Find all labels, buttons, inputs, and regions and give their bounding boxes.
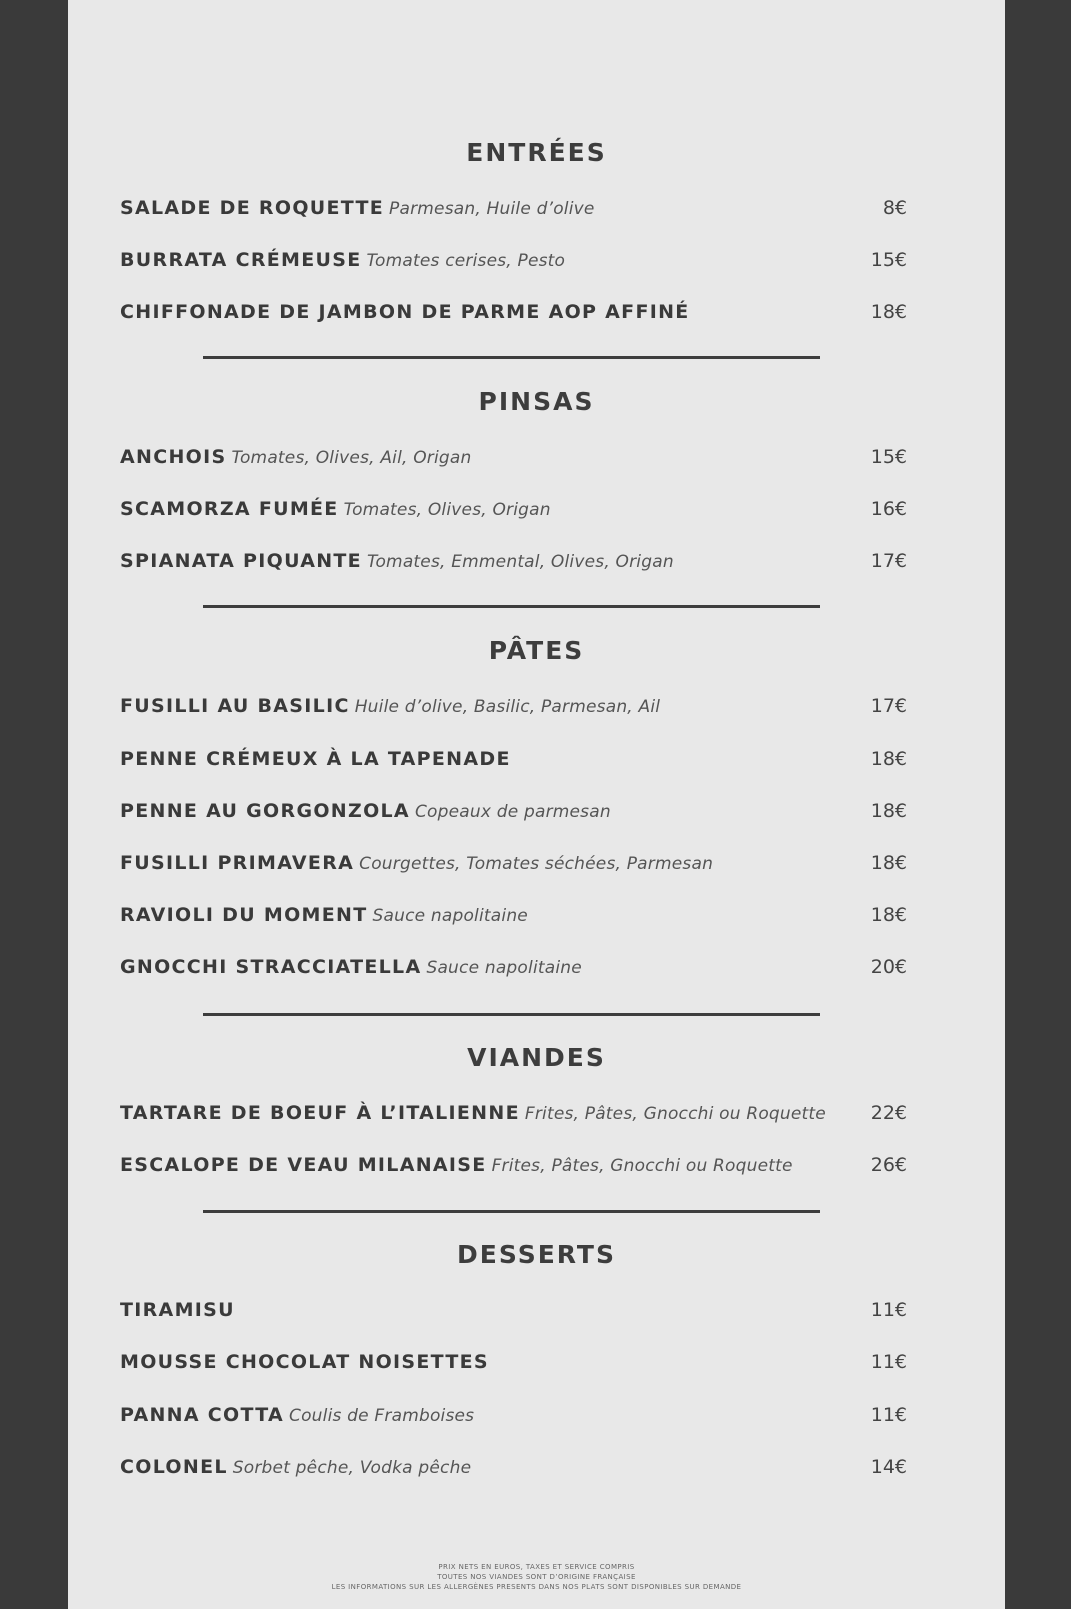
item-description: Sorbet pêche, Vodka pêche	[232, 1458, 472, 1478]
item-name: PENNE AU GORGONZOLA	[120, 800, 410, 822]
section-title-viandes: VIANDES	[467, 1043, 606, 1072]
item-description: Tomates, Emmental, Olives, Origan	[366, 552, 674, 572]
item-price: 18€	[870, 301, 907, 323]
item-price: 18€	[870, 852, 907, 874]
item-description: Tomates cerises, Pesto	[366, 251, 566, 271]
menu-item	[120, 852, 907, 882]
menu-item	[120, 446, 907, 476]
item-price: 18€	[870, 748, 907, 770]
item-description: Copeaux de parmesan	[414, 802, 611, 822]
item-description: Tomates, Olives, Origan	[343, 500, 551, 520]
item-name: PANNA COTTA	[120, 1404, 284, 1426]
section-divider	[203, 1013, 820, 1016]
item-name: COLONEL	[120, 1456, 228, 1478]
menu-item	[120, 301, 907, 331]
item-price: 26€	[870, 1154, 907, 1176]
item-description: Sauce napolitaine	[426, 958, 582, 978]
item-name: MOUSSE CHOCOLAT NOISETTES	[120, 1351, 489, 1373]
menu-item	[120, 695, 907, 725]
menu-item	[120, 498, 907, 528]
item-name: SPIANATA PIQUANTE	[120, 550, 362, 572]
item-price: 15€	[870, 249, 907, 271]
item-price: 17€	[870, 550, 907, 572]
menu-item	[120, 1456, 907, 1486]
menu-item	[120, 550, 907, 580]
footer-line: LES INFORMATIONS SUR LES ALLERGÈNES PRESENTS DANS NOS PLATS SONT DISPONIBLES SUR DEMANDE	[331, 1583, 742, 1591]
item-description: Coulis de Framboises	[289, 1406, 475, 1426]
item-price: 22€	[870, 1102, 907, 1124]
item-name: GNOCCHI STRACCIATELLA	[120, 956, 422, 978]
item-description: Huile d’olive, Basilic, Parmesan, Ail	[354, 697, 661, 717]
item-description: Tomates, Olives, Ail, Origan	[231, 448, 472, 468]
item-name: BURRATA CRÉMEUSE	[120, 249, 362, 271]
menu-page	[68, 0, 1005, 1609]
item-price: 14€	[870, 1456, 907, 1478]
item-price: 11€	[870, 1299, 907, 1321]
menu-item	[120, 904, 907, 934]
footer-line: TOUTES NOS VIANDES SONT D’ORIGINE FRANÇAISE	[437, 1573, 636, 1581]
item-name: CHIFFONADE DE JAMBON DE PARME AOP AFFINÉ	[120, 301, 690, 323]
footer-line: PRIX NETS EN EUROS, TAXES ET SERVICE COMPRIS	[438, 1563, 635, 1571]
menu-item	[120, 800, 907, 830]
menu-item	[120, 1154, 907, 1184]
item-price: 16€	[870, 498, 907, 520]
section-title-desserts: DESSERTS	[457, 1240, 616, 1269]
item-price: 11€	[870, 1351, 907, 1373]
item-name: SALADE DE ROQUETTE	[120, 197, 385, 219]
item-name: TIRAMISU	[120, 1299, 235, 1321]
section-divider	[203, 605, 820, 608]
section-title-entrees: ENTRÉES	[466, 138, 607, 167]
item-name: PENNE CRÉMEUX À LA TAPENADE	[120, 748, 511, 770]
section-divider	[203, 356, 820, 359]
item-price: 15€	[870, 446, 907, 468]
item-description: Frites, Pâtes, Gnocchi ou Roquette	[524, 1104, 826, 1124]
menu-item	[120, 748, 907, 778]
item-name: FUSILLI AU BASILIC	[120, 695, 350, 717]
section-title-pates: PÂTES	[488, 636, 585, 665]
item-description: Sauce napolitaine	[372, 906, 528, 926]
item-price: 11€	[870, 1404, 907, 1426]
item-price: 8€	[882, 197, 907, 219]
item-description: Courgettes, Tomates séchées, Parmesan	[359, 854, 714, 874]
item-name: ANCHOIS	[120, 446, 227, 468]
item-price: 18€	[870, 800, 907, 822]
item-name: FUSILLI PRIMAVERA	[120, 852, 355, 874]
item-description: Frites, Pâtes, Gnocchi ou Roquette	[491, 1156, 793, 1176]
item-price: 18€	[870, 904, 907, 926]
item-name: ESCALOPE DE VEAU MILANAISE	[120, 1154, 487, 1176]
menu-item	[120, 1299, 907, 1329]
item-name: RAVIOLI DU MOMENT	[120, 904, 368, 926]
menu-item	[120, 1102, 907, 1132]
menu-item	[120, 1404, 907, 1434]
menu-item	[120, 1351, 907, 1381]
item-name: TARTARE DE BOEUF À L’ITALIENNE	[120, 1102, 520, 1124]
item-price: 20€	[870, 956, 907, 978]
section-divider	[203, 1210, 820, 1213]
menu-item	[120, 956, 907, 986]
menu-item	[120, 197, 907, 227]
item-price: 17€	[870, 695, 907, 717]
item-name: SCAMORZA FUMÉE	[120, 498, 339, 520]
section-title-pinsas: PINSAS	[478, 387, 595, 416]
menu-item	[120, 249, 907, 279]
footer-notes	[68, 1562, 1005, 1592]
item-description: Parmesan, Huile d’olive	[389, 199, 595, 219]
